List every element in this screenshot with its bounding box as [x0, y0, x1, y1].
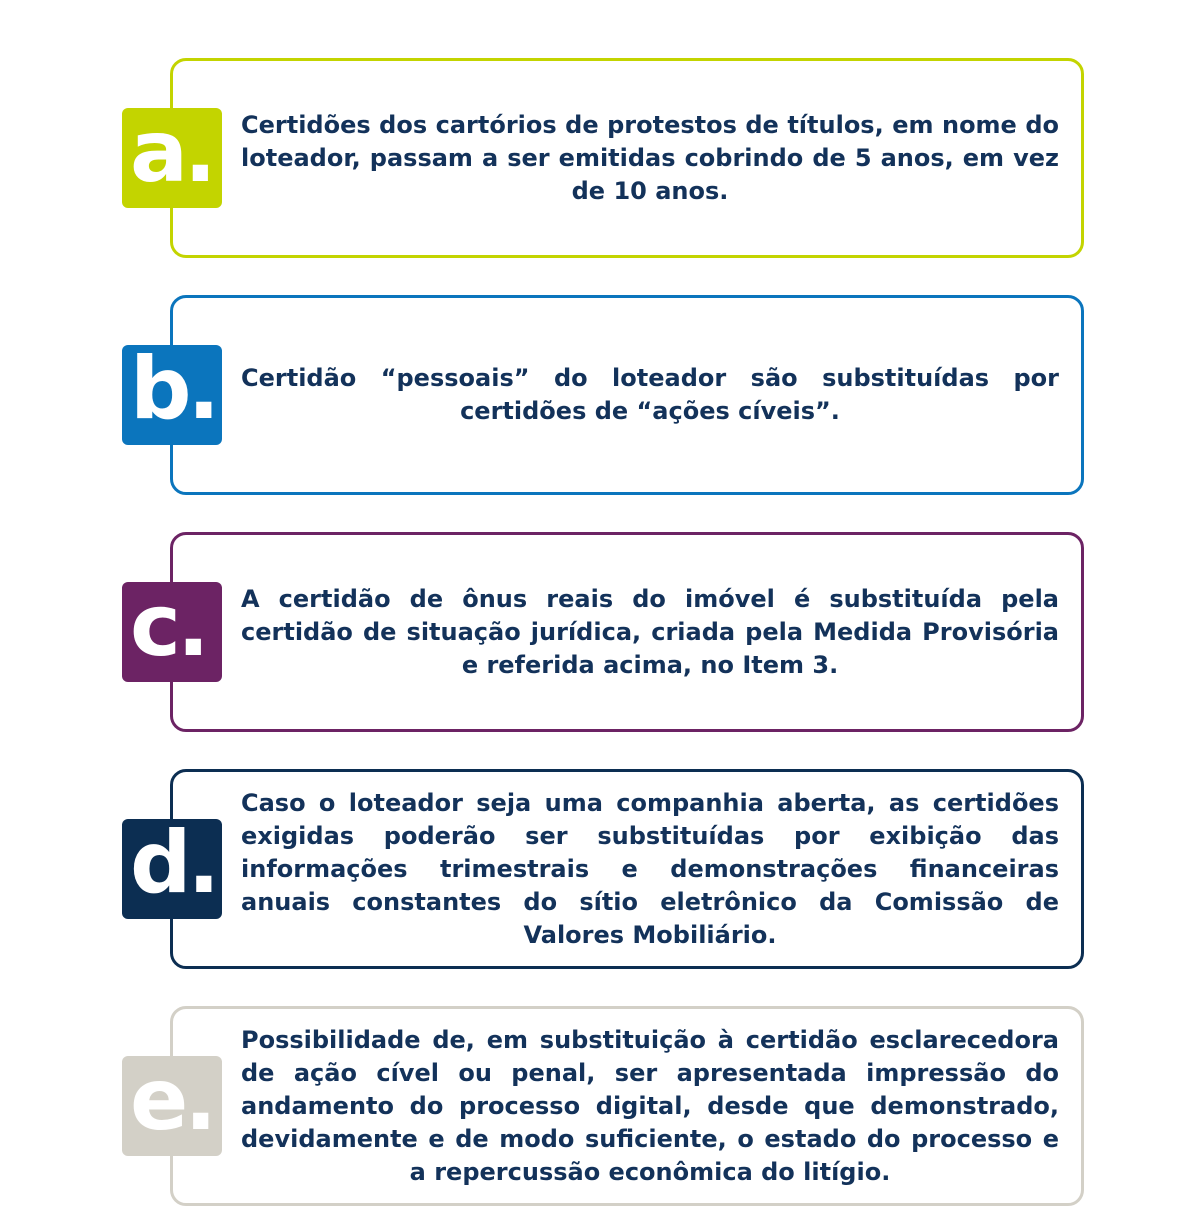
badge-d-letter: d.	[130, 819, 217, 913]
card-item-d-text: Caso o loteador seja uma companhia aberta, as certidões exigidas poderão ser substituídas por exibição das informações trimestrais e demonstrações financeiras anuais constantes do sítio eletrônico da Comissão de Valores Mobiliário.	[241, 788, 1059, 949]
badge-a	[122, 108, 222, 208]
card-item-c	[170, 532, 1084, 732]
badge-b-letter: b.	[130, 345, 217, 439]
card-item-e	[170, 1006, 1084, 1206]
badge-e	[122, 1056, 222, 1156]
card-text-container	[241, 61, 1059, 255]
card-text-container	[241, 298, 1059, 492]
card-item-c-text: A certidão de ônus reais do imóvel é substituída pela certidão de situação jurídica, criada pela Medida Provisória e referida acima, no Item 3.	[241, 584, 1059, 679]
card-item-a	[170, 58, 1084, 258]
card-item-a-text: Certidões dos cartórios de protestos de títulos, em nome do loteador, passam a ser emitidas cobrindo de 5 anos, em vez de 10 anos.	[241, 110, 1059, 205]
badge-b	[122, 345, 222, 445]
badge-c	[122, 582, 222, 682]
card-item-b-text: Certidão “pessoais” do loteador são substituídas por certidões de “ações cíveis”.	[241, 364, 1059, 425]
badge-e-letter: e.	[130, 1056, 213, 1150]
badge-d	[122, 819, 222, 919]
card-text-container	[241, 535, 1059, 729]
card-item-d	[170, 769, 1084, 969]
card-text-container	[241, 772, 1059, 966]
card-item-b	[170, 295, 1084, 495]
badge-c-letter: c.	[130, 582, 206, 676]
card-item-e-text: Possibilidade de, em substituição à certidão esclarecedora de ação cível ou penal, ser apresentada impressão do andamento do processo digital, desde que demonstrado, devidamente e de modo suficiente, o estado do processo e a repercussão econômica do litígio.	[241, 1025, 1059, 1186]
badge-a-letter: a.	[130, 108, 213, 202]
card-text-container	[241, 1009, 1059, 1203]
